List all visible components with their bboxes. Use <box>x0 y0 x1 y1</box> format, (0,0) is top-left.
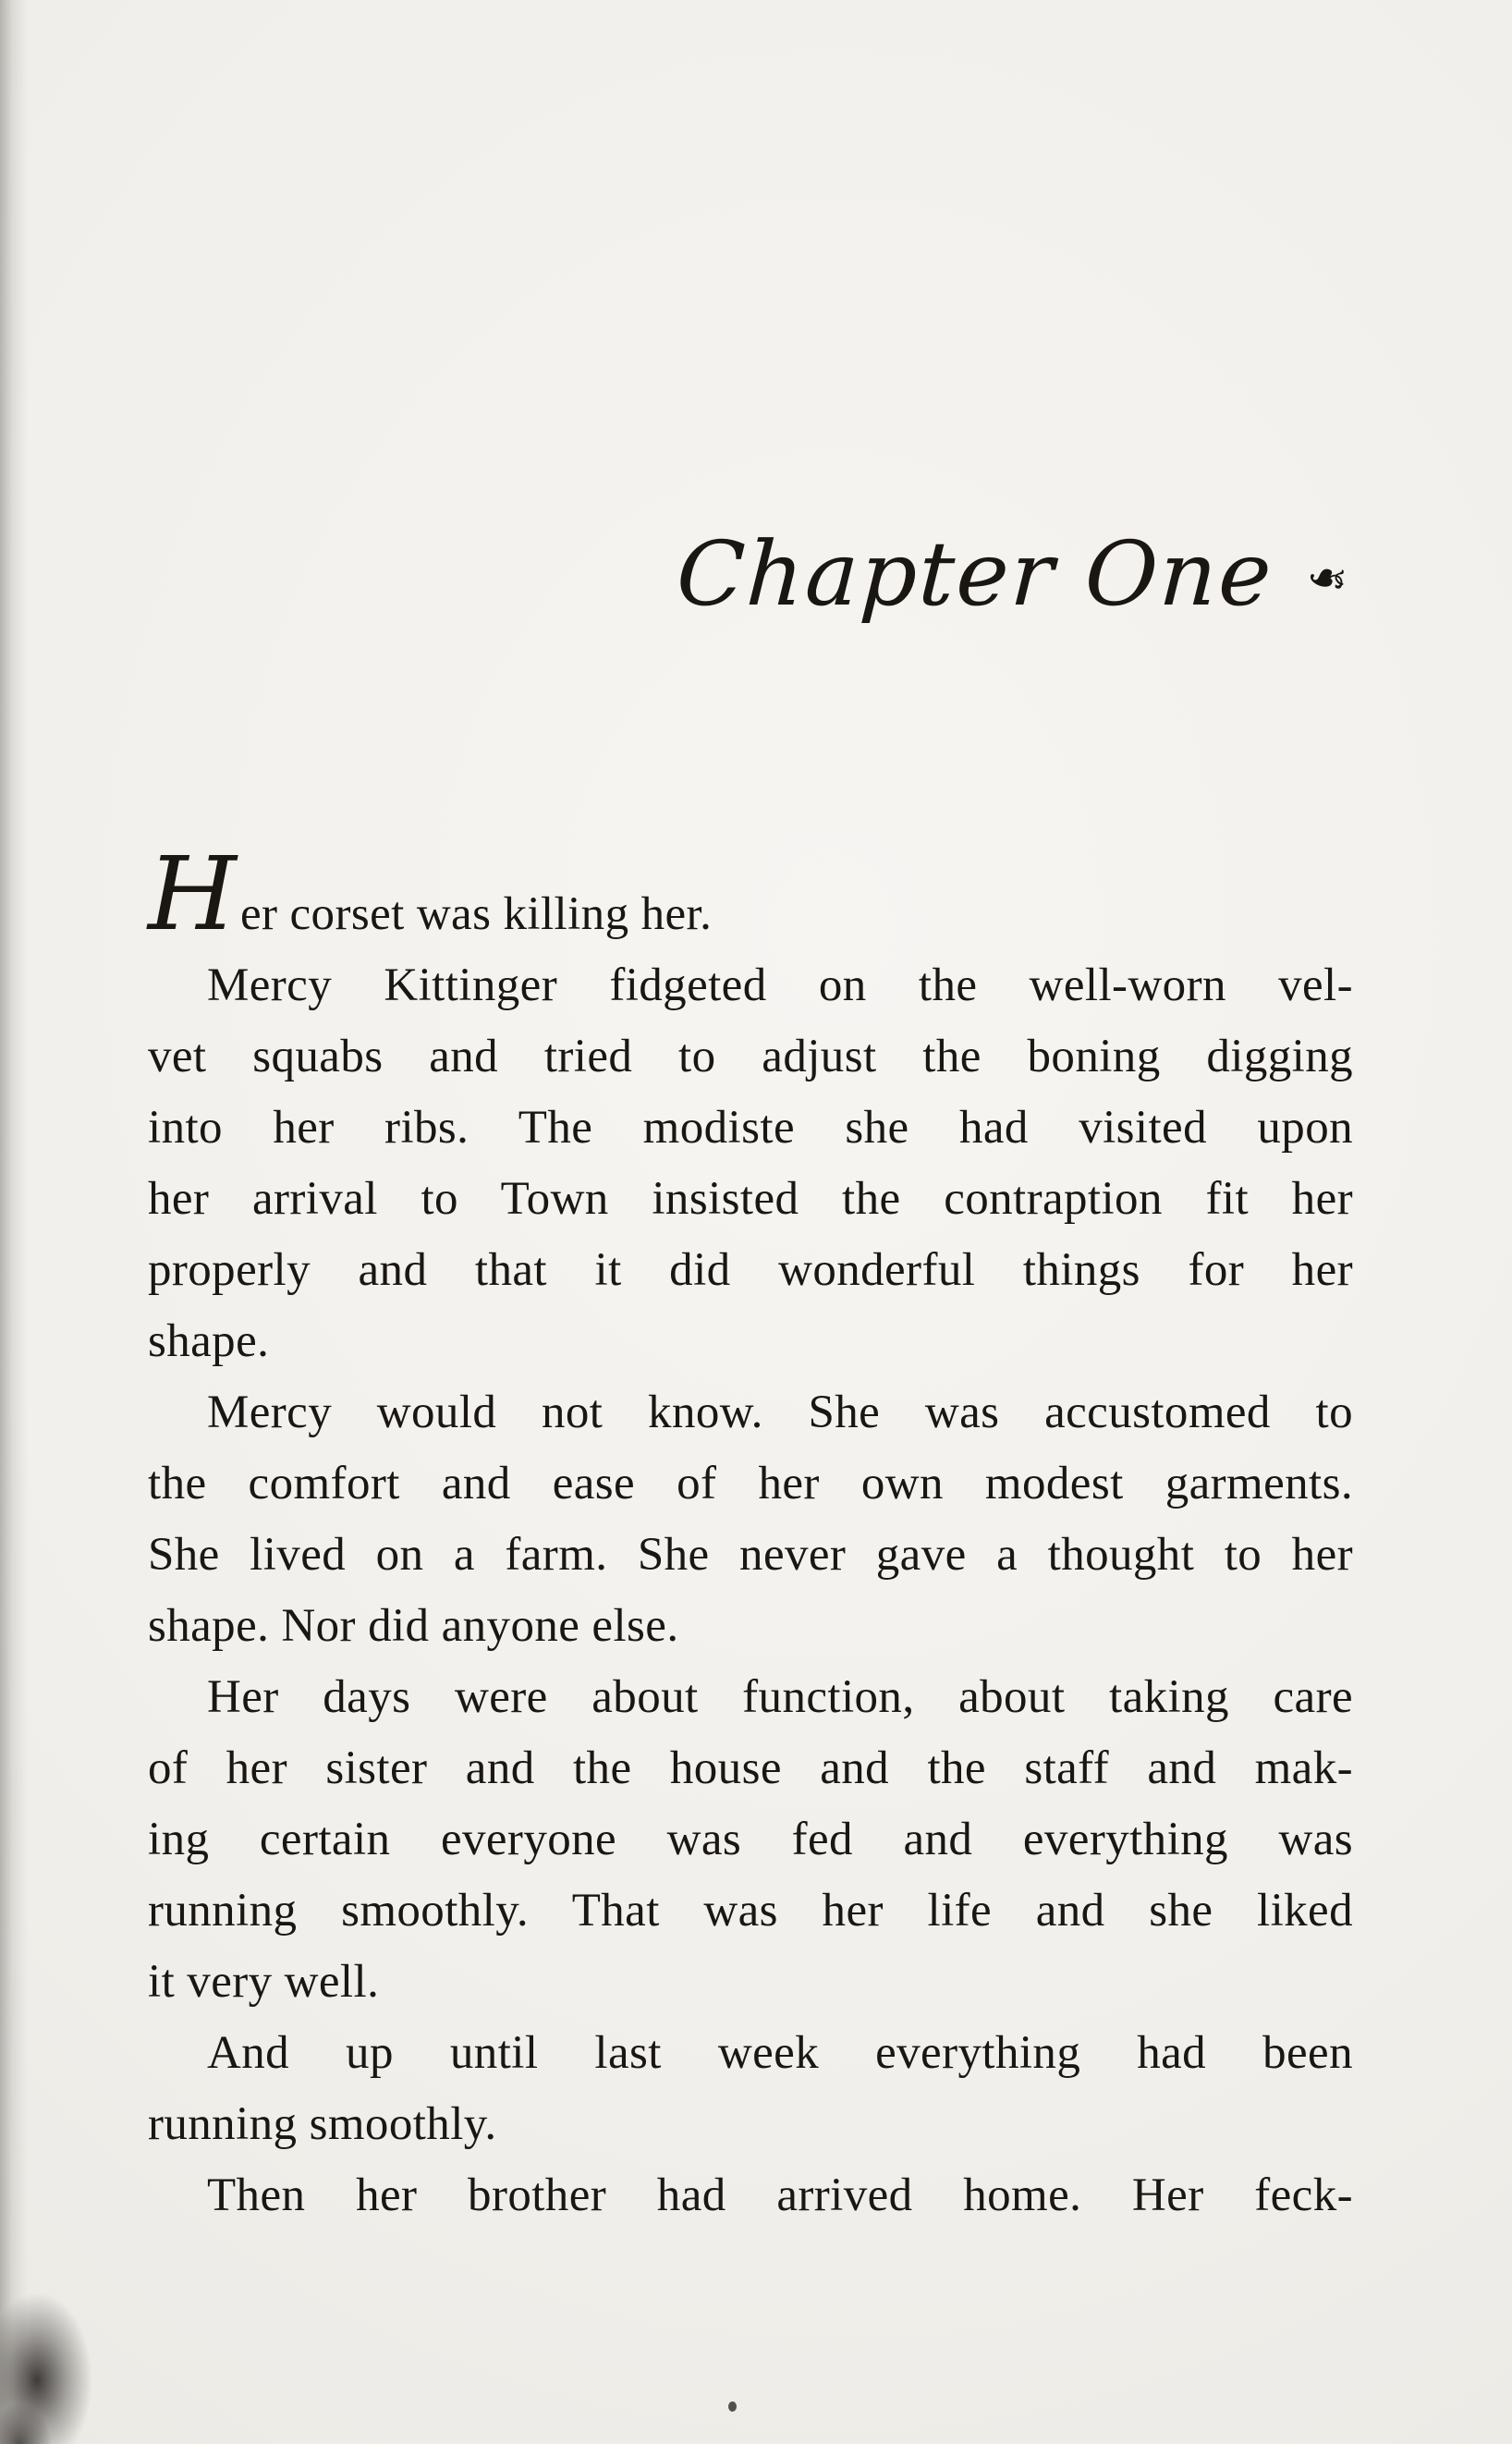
text-line: Mercy Kittinger fidgeted on the well-worn vel- <box>207 959 1353 1011</box>
scan-speck <box>728 2401 737 2412</box>
text-line: She lived on a farm. She never gave a thought to her <box>148 1529 1353 1581</box>
text-line: of her sister and the house and the staff and mak- <box>148 1742 1353 1794</box>
text-line: running smoothly. That was her life and she liked <box>148 1885 1353 1937</box>
paragraph <box>148 1377 1353 1662</box>
text-line: the comfort and ease of her own modest garments. <box>148 1458 1353 1509</box>
drop-cap-line-text: er corset was killing her. <box>239 888 713 940</box>
text-line: vet squabs and tried to adjust the boning digging <box>148 1031 1353 1082</box>
scan-edge-shadow <box>0 0 28 2444</box>
paragraph <box>148 2018 1353 2160</box>
text-line: into her ribs. The modiste she had visited upon <box>148 1102 1353 1154</box>
text-line: ing certain everyone was fed and everything was <box>148 1814 1353 1865</box>
text-line <box>148 835 1353 953</box>
paragraph <box>148 950 1353 1377</box>
drop-cap: H <box>148 835 237 953</box>
paragraph <box>148 835 1353 953</box>
fleuron-ornament-icon: ❧ <box>1298 545 1354 611</box>
chapter-heading-text: Chapter One <box>674 522 1276 626</box>
body-text <box>148 835 1353 2231</box>
text-line: Mercy would not know. She was accustomed to <box>207 1387 1353 1438</box>
text-line: Her days were about function, about taking care <box>207 1671 1353 1723</box>
text-line: her arrival to Town insisted the contraption fit her <box>148 1173 1353 1225</box>
text-line: shape. Nor did anyone else. <box>148 1600 679 1652</box>
text-line: running smoothly. <box>148 2098 497 2150</box>
paragraph <box>148 2160 1353 2231</box>
page-content <box>148 0 1353 2231</box>
text-line: Then her brother had arrived home. Her feck- <box>207 2169 1353 2221</box>
chapter-heading <box>144 522 1356 650</box>
text-line: properly and that it did wonderful things for her <box>148 1244 1353 1296</box>
text-line: And up until last week everything had been <box>207 2027 1353 2079</box>
paragraph <box>148 1662 1353 2018</box>
text-line: it very well. <box>148 1956 380 2008</box>
text-line: shape. <box>148 1315 270 1367</box>
